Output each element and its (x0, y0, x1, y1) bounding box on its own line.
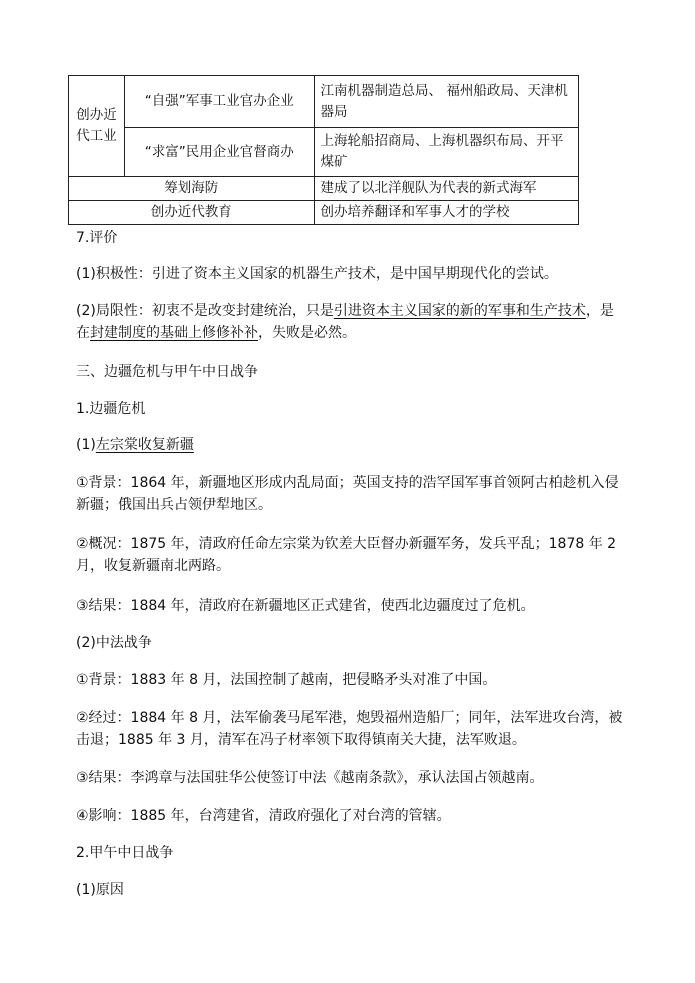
sino-french-result: ③结果：李鸿章与法国驻华公使签订中法《越南条款》，承认法国占领越南。 (76, 770, 544, 786)
table-row (69, 76, 579, 128)
category-cell: 创办近代教育 (69, 201, 315, 225)
underlined-text: 引进资本主义国家的新的军事和生产技术 (333, 303, 586, 319)
type-cell: “求富”民用企业官督商办 (124, 128, 314, 177)
examples-cell: 上海轮船招商局、上海机器织布局、开平煤矿 (314, 128, 578, 177)
category-cell: 创办近代工业 (69, 76, 125, 177)
xinjiang-result: ③结果：1884 年，清政府在新疆地区正式建省，使西北边疆度过了危机。 (76, 598, 535, 614)
causes-heading: (1)原因 (76, 882, 124, 898)
xinjiang-overview: ②概况：1875 年，清政府任命左宗棠为钦差大臣督办新疆军务，发兵平乱；1878 年 2 月，收复新疆南北两路。 (76, 536, 617, 574)
evaluation-limitation: (2)局限性：初衷不是改变封建统治，只是引进资本主义国家的新的军事和生产技术，是在封建制度的基础上修修补补，失败是必然。 (76, 303, 614, 341)
underlined-text: 封建制度的基础上修修补补 (90, 325, 258, 341)
xinjiang-heading: (1)左宗棠收复新疆 (76, 437, 194, 453)
category-cell: 筹划海防 (69, 177, 315, 201)
underlined-text: 左宗棠收复新疆 (95, 437, 194, 453)
examples-cell: 江南机器制造总局、 福州船政局、天津机器局 (314, 76, 578, 128)
westernization-table (68, 75, 579, 225)
evaluation-positive: (1)积极性：引进了资本主义国家的机器生产技术，是中国早期现代化的尝试。 (76, 266, 558, 282)
sino-french-course: ②经过：1884 年 8 月，法军偷袭马尾军港，炮毁福州造船厂；同年，法军进攻台湾，被击退；1885 年 3 月，清军在冯子材率领下取得镇南关大捷，法军败退。 (76, 710, 623, 748)
sino-french-background: ①背景：1883 年 8 月，法国控制了越南，把侵略矛头对准了中国。 (76, 672, 497, 688)
sino-french-heading: (2)中法战争 (76, 635, 152, 651)
subsection-heading: 2.甲午中日战争 (76, 845, 174, 861)
examples-cell: 创办培养翻译和军事人才的学校 (314, 201, 578, 225)
evaluation-heading: 7.评价 (76, 230, 118, 246)
section-heading: 三、边疆危机与甲午中日战争 (76, 364, 258, 380)
table-row (69, 177, 579, 201)
table-row (69, 201, 579, 225)
examples-cell: 建成了以北洋舰队为代表的新式海军 (314, 177, 578, 201)
sino-french-impact: ④影响：1885 年，台湾建省，清政府强化了对台湾的管辖。 (76, 808, 451, 824)
subsection-heading: 1.边疆危机 (76, 401, 146, 417)
table-row (69, 128, 579, 177)
type-cell: “自强”军事工业官办企业 (124, 76, 314, 128)
xinjiang-background: ①背景：1864 年，新疆地区形成内乱局面；英国支持的浩罕国军事首领阿古柏趁机入侵新疆；俄国出兵占领伊犁地区。 (76, 475, 619, 513)
